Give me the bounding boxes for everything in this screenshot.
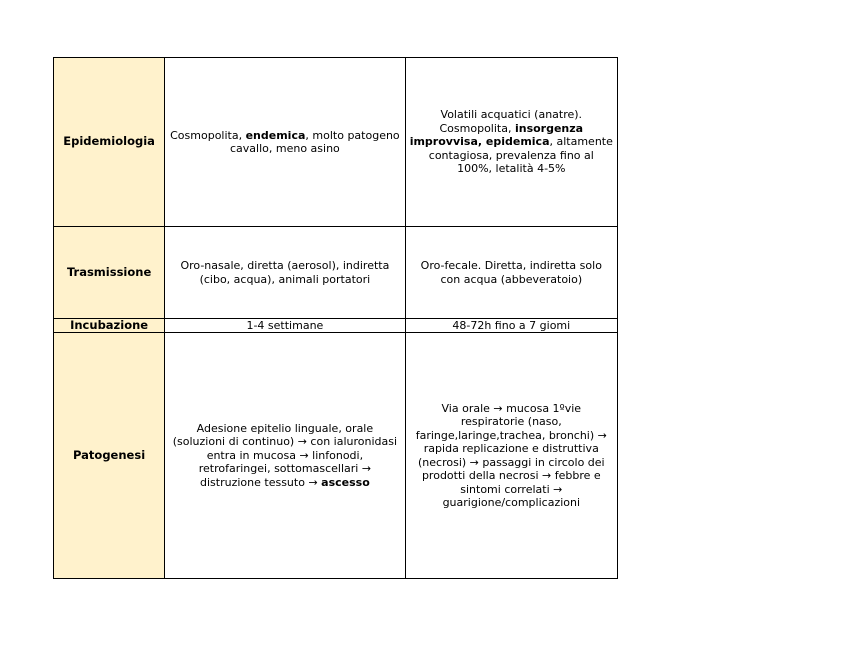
cell-bold-text: insorgenza improvvisa, epidemica	[409, 121, 584, 149]
cell-incubazione-col1: 1-4 settimane	[165, 319, 405, 333]
cell-text: Adesione epitelio linguale, orale (soluzioni di continuo) → con ialuronidasi entra in mucosa → linfonodi, retrofaringei, sottomascellari → distruzione tessuto →	[172, 421, 398, 489]
cell-incubazione-col2: 48-72h fino a 7 giomi	[405, 319, 617, 333]
row-header-trasmissione: Trasmissione	[54, 227, 165, 319]
row-header-epidemiologia: Epidemiologia	[54, 58, 165, 227]
comparison-table	[53, 57, 618, 579]
table-row-epidemiologia	[54, 58, 618, 227]
row-header-incubazione: Incubazione	[54, 319, 165, 333]
cell-patogenesi-col2: Via orale → mucosa 1ºvie respiratorie (naso, faringe,laringe,trachea, bronchi) → rapida replicazione e distruttiva (necrosi) → passaggi in circolo dei prodotti della necrosi → febbre e sintomi correlati → guarigione/complicazioni	[405, 333, 617, 579]
row-header-patogenesi: Patogenesi	[54, 333, 165, 579]
cell-text: Cosmopolita,	[170, 128, 246, 142]
table-row-incubazione	[54, 319, 618, 333]
cell-text: , altamente contagiosa, prevalenza fino al 100%, letalità 4-5%	[428, 135, 613, 176]
table-row-patogenesi	[54, 333, 618, 579]
cell-patogenesi-col1	[165, 333, 405, 579]
table-row-trasmissione	[54, 227, 618, 319]
cell-trasmissione-col2: Oro-fecale. Diretta, indiretta solo con acqua (abbeveratoio)	[405, 227, 617, 319]
cell-text: Volatili acquatici (anatre). Cosmopolita,	[439, 108, 583, 135]
cell-trasmissione-col1: Oro-nasale, diretta (aerosol), indiretta (cibo, acqua), animali portatori	[165, 227, 405, 319]
cell-bold-text: ascesso	[321, 475, 370, 489]
cell-bold-text: endemica	[245, 128, 306, 142]
cell-text: , molto patogeno cavallo, meno asino	[230, 128, 400, 155]
cell-epidemiologia-col1	[165, 58, 405, 227]
cell-epidemiologia-col2	[405, 58, 617, 227]
